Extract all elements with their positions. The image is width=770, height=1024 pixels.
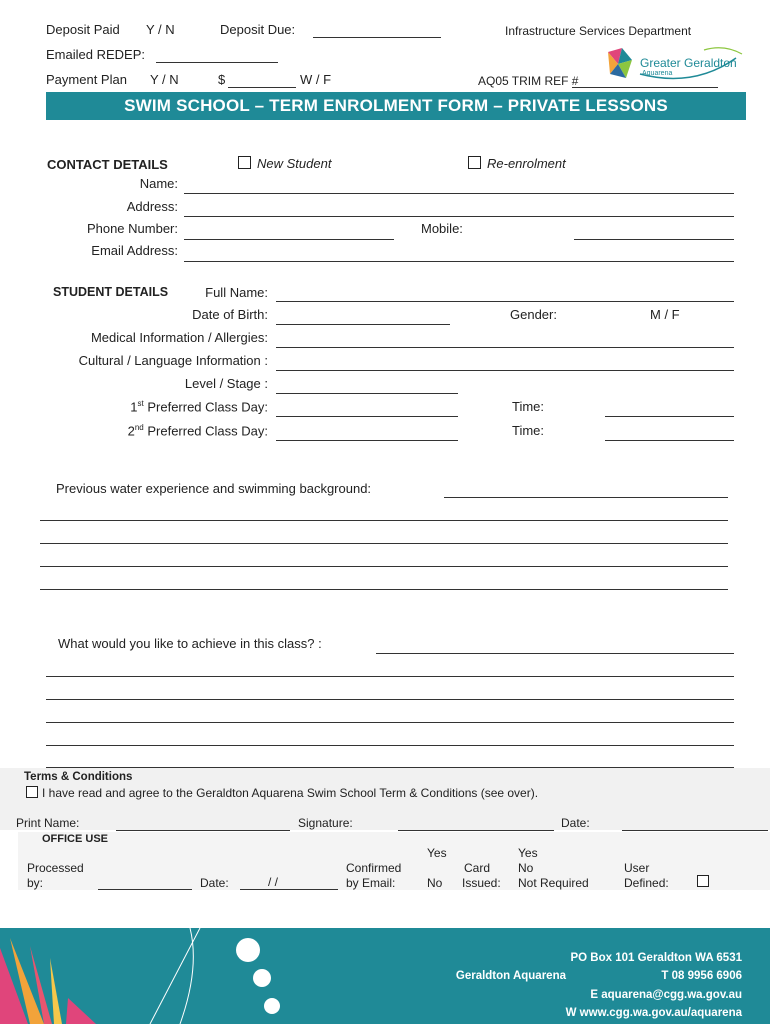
email-field[interactable] xyxy=(184,261,734,262)
terms-heading: Terms & Conditions xyxy=(24,771,133,783)
city-logo xyxy=(604,44,744,86)
emailed-redep-field[interactable] xyxy=(156,62,278,63)
level-field[interactable] xyxy=(276,393,458,394)
confirmed-by-email-label: by Email: xyxy=(346,876,396,890)
previous-experience-line[interactable] xyxy=(40,543,728,544)
achieve-line[interactable] xyxy=(46,676,734,677)
footer-email[interactable]: E aquarena@cgg.wa.gov.au xyxy=(590,989,742,1001)
payment-plan-label: Payment Plan xyxy=(46,72,127,87)
card-yes-option[interactable]: Yes xyxy=(518,846,538,860)
card-issued-label: Issued: xyxy=(462,876,501,890)
office-date-field[interactable] xyxy=(240,889,338,890)
name-label: Name: xyxy=(139,176,178,191)
previous-experience-label: Previous water experience and swimming background: xyxy=(56,481,372,496)
deposit-due-label: Deposit Due: xyxy=(220,22,296,37)
re-enrolment-checkbox[interactable] xyxy=(468,156,481,169)
previous-experience-field[interactable] xyxy=(444,497,728,498)
achieve-label: What would you like to achieve in this class? : xyxy=(58,636,322,651)
card-no-option[interactable]: No xyxy=(518,861,534,875)
signature-field[interactable] xyxy=(398,830,554,831)
currency-symbol: $ xyxy=(218,72,226,87)
pref1-number: 1 xyxy=(130,399,138,415)
pref1-text: Preferred Class Day: xyxy=(143,399,268,415)
payment-amount-field[interactable] xyxy=(228,87,296,88)
level-label: Level / Stage : xyxy=(184,376,268,391)
pref2-day-field[interactable] xyxy=(276,440,458,441)
achieve-line[interactable] xyxy=(46,722,734,723)
payment-plan-options[interactable]: Y / N xyxy=(150,72,179,87)
student-details-heading: STUDENT DETAILS xyxy=(53,285,169,299)
pref2-time-field[interactable] xyxy=(605,440,734,441)
address-label: Address: xyxy=(126,199,178,214)
pref2-text: Preferred Class Day: xyxy=(143,423,268,439)
processed-by-field[interactable] xyxy=(98,889,192,890)
cultural-field[interactable] xyxy=(276,370,734,371)
mobile-field[interactable] xyxy=(574,239,734,240)
processed-label: Processed xyxy=(27,861,84,875)
confirmed-label: Confirmed xyxy=(346,861,402,875)
office-date-label: Date: xyxy=(200,876,229,890)
logo-text: Greater Geraldton xyxy=(640,56,737,70)
print-name-label: Print Name: xyxy=(16,816,80,830)
achieve-line[interactable] xyxy=(46,745,734,746)
decorative-graphic-icon xyxy=(0,928,330,1024)
pref1-time-label: Time: xyxy=(512,399,545,414)
previous-experience-line[interactable] xyxy=(40,589,728,590)
logo-sub-text: Aquarena xyxy=(642,70,673,77)
email-label: Email Address: xyxy=(91,243,178,258)
footer-web[interactable]: W www.cgg.wa.gov.au/aquarena xyxy=(565,1007,742,1019)
frequency-options[interactable]: W / F xyxy=(300,72,332,87)
mobile-label: Mobile: xyxy=(421,221,463,236)
phone-field[interactable] xyxy=(184,239,394,240)
user-label: User xyxy=(624,861,650,875)
previous-experience-line[interactable] xyxy=(40,520,728,521)
footer-phone: T 08 9956 6906 xyxy=(661,970,742,982)
pref1-day-field[interactable] xyxy=(276,416,458,417)
emailed-redep-label: Emailed REDEP: xyxy=(46,47,145,62)
pref2-number: 2 xyxy=(127,423,135,439)
terms-date-field[interactable] xyxy=(622,830,768,831)
new-student-checkbox[interactable] xyxy=(238,156,251,169)
signature-label: Signature: xyxy=(298,816,353,830)
medical-label: Medical Information / Allergies: xyxy=(90,330,268,345)
terms-date-label: Date: xyxy=(561,816,590,830)
confirmed-yes-option[interactable]: Yes xyxy=(427,846,447,860)
previous-experience-line[interactable] xyxy=(40,566,728,567)
department-name: Infrastructure Services Department xyxy=(505,24,692,38)
full-name-label: Full Name: xyxy=(205,285,268,300)
medical-field[interactable] xyxy=(276,347,734,348)
trim-ref-field[interactable] xyxy=(572,87,718,88)
footer-org: Geraldton Aquarena xyxy=(455,970,566,982)
office-use-heading: OFFICE USE xyxy=(42,833,109,845)
footer-banner xyxy=(0,928,770,1024)
pref1-label xyxy=(70,399,268,414)
trim-ref-label: AQ05 TRIM REF # xyxy=(478,74,579,88)
achieve-field[interactable] xyxy=(376,653,734,654)
name-field[interactable] xyxy=(184,193,734,194)
print-name-field[interactable] xyxy=(116,830,290,831)
address-field[interactable] xyxy=(184,216,734,217)
user-defined-label: Defined: xyxy=(624,876,669,890)
dob-label: Date of Birth: xyxy=(192,307,268,322)
deposit-due-field[interactable] xyxy=(313,37,441,38)
terms-agree-text: I have read and agree to the Geraldton Aquarena Swim School Term & Conditions (see over). xyxy=(42,786,539,800)
card-not-required-option[interactable]: Not Required xyxy=(518,876,589,890)
pref1-suffix: st xyxy=(137,399,144,408)
cultural-label: Cultural / Language Information : xyxy=(78,353,268,368)
dob-field[interactable] xyxy=(276,324,450,325)
achieve-line[interactable] xyxy=(46,767,734,768)
full-name-field[interactable] xyxy=(276,301,734,302)
gender-options[interactable]: M / F xyxy=(650,307,680,322)
processed-by-label: by: xyxy=(27,876,44,890)
achieve-line[interactable] xyxy=(46,699,734,700)
form-title: SWIM SCHOOL – TERM ENROLMENT FORM – PRIVATE LESSONS xyxy=(46,92,746,120)
office-date-separators: / / xyxy=(268,875,279,889)
phone-label: Phone Number: xyxy=(86,221,178,236)
contact-details-heading: CONTACT DETAILS xyxy=(47,157,168,172)
re-enrolment-label: Re-enrolment xyxy=(487,156,566,171)
user-defined-checkbox[interactable] xyxy=(697,875,709,887)
pref2-label xyxy=(70,423,268,438)
terms-agree-checkbox[interactable] xyxy=(26,786,38,798)
deposit-paid-options[interactable]: Y / N xyxy=(146,22,175,37)
footer-po-box: PO Box 101 Geraldton WA 6531 xyxy=(570,952,742,964)
gender-label: Gender: xyxy=(510,307,557,322)
deposit-paid-label: Deposit Paid xyxy=(46,22,120,37)
confirmed-no-option[interactable]: No xyxy=(427,876,443,890)
pref2-time-label: Time: xyxy=(512,423,545,438)
pref1-time-field[interactable] xyxy=(605,416,734,417)
card-label: Card xyxy=(464,861,491,875)
pref2-suffix: nd xyxy=(134,423,144,432)
new-student-label: New Student xyxy=(257,156,332,171)
